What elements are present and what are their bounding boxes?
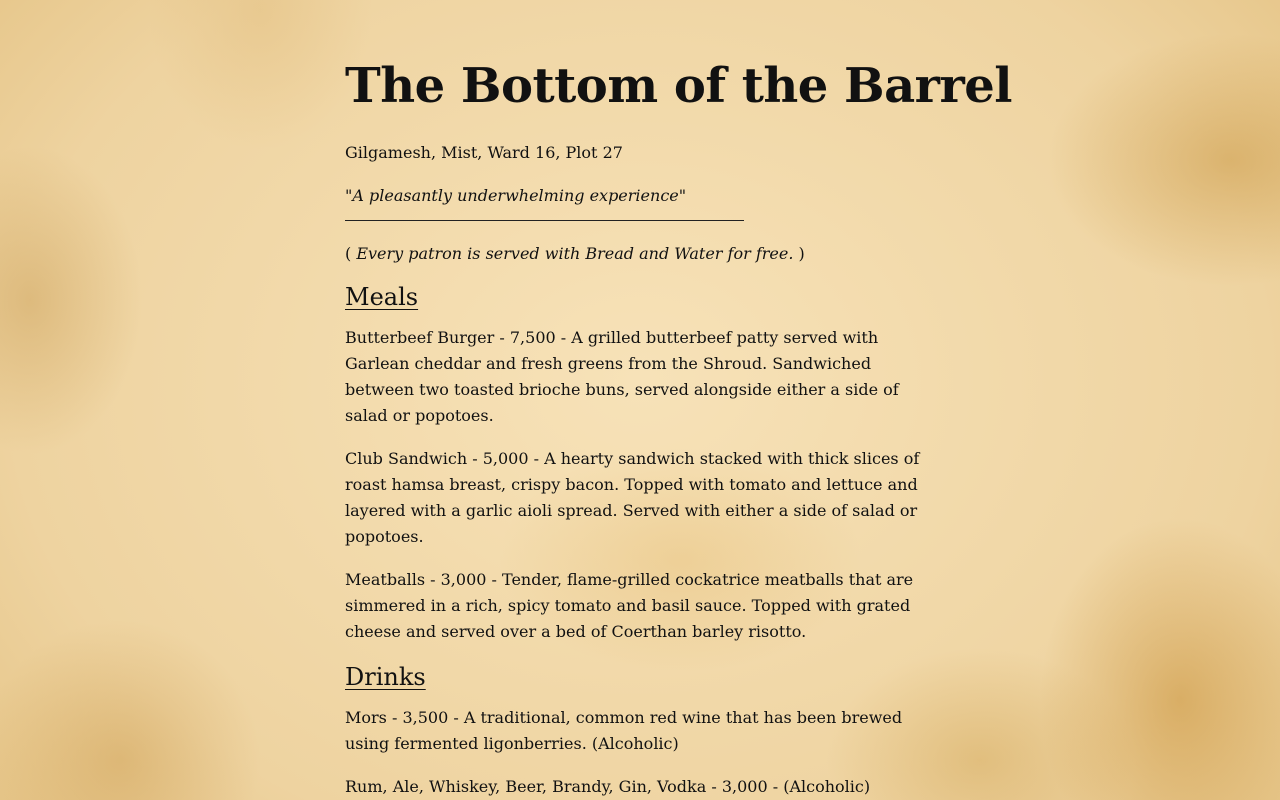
section-heading-meals: Meals [345,283,419,311]
note-open-paren: ( [345,244,357,263]
page-title: The Bottom of the Barrel [345,58,1013,114]
venue-address: Gilgamesh, Mist, Ward 16, Plot 27 [345,143,623,162]
menu-item-mors: Mors - 3,500 - A traditional, common red wine that has been brewed using fermented ligonberries. (Alcoholic) [345,708,903,753]
menu-item-meatballs: Meatballs - 3,000 - Tender, flame-grilled cockatrice meatballs that are simmered in a rich, spicy tomato and basil sauce. Topped with grated cheese and served over a bed of Coerthan barley risotto. [345,570,914,641]
divider [345,220,744,221]
note-close-paren: ) [793,244,805,263]
menu-page [345,0,1013,800]
menu-item-butterbeef-burger: Butterbeef Burger - 7,500 - A grilled butterbeef patty served with Garlean cheddar and fresh greens from the Shroud. Sandwiched between two toasted brioche buns, served alongside either a side of salad or popotoes. [345,328,899,425]
menu-item-club-sandwich: Club Sandwich - 5,000 - A hearty sandwich stacked with thick slices of roast hamsa breast, crispy bacon. Topped with tomato and lettuce and layered with a garlic aioli spread. Served with either a side of salad or popotoes. [345,449,920,546]
free-bread-note [345,243,945,265]
venue-tagline: "A pleasantly underwhelming experience" [345,186,687,205]
note-text: Every patron is served with Bread and Water for free. [356,244,794,263]
menu-item-spirits: Rum, Ale, Whiskey, Beer, Brandy, Gin, Vodka - 3,000 - (Alcoholic) [345,777,871,796]
section-heading-drinks: Drinks [345,663,426,691]
